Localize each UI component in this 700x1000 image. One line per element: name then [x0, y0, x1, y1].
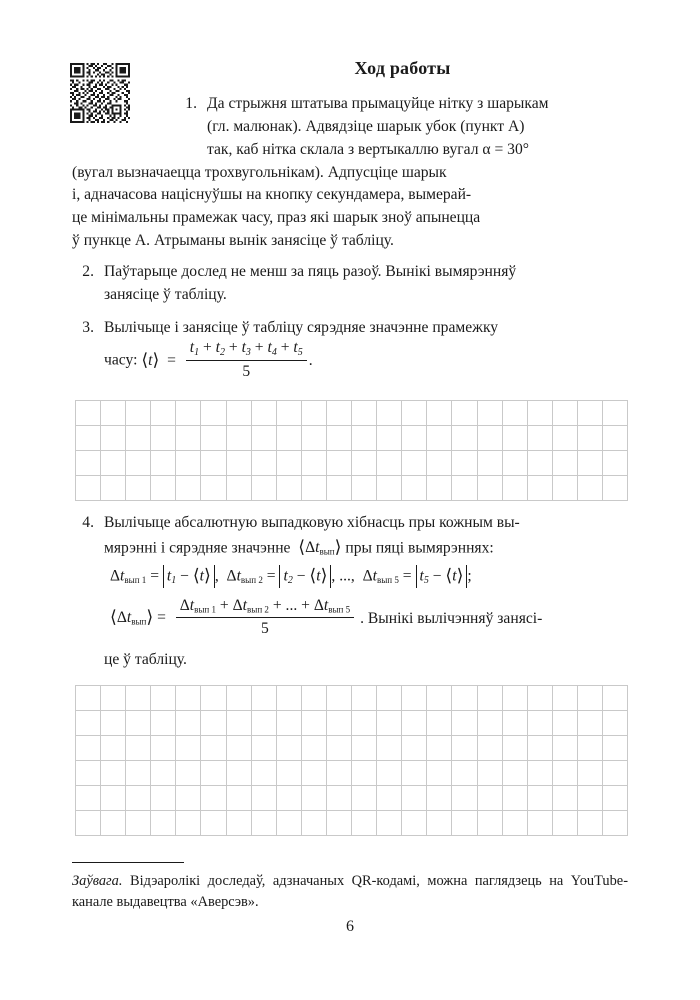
table-cell[interactable] [377, 811, 402, 836]
table-cell[interactable] [151, 811, 176, 836]
table-cell[interactable] [227, 761, 252, 786]
step-line-trail: пры пяці вымярэннях: [345, 539, 494, 557]
table-cell[interactable] [302, 401, 327, 426]
table-cell[interactable] [478, 476, 503, 501]
step-text [104, 261, 630, 307]
table-cell[interactable] [302, 426, 327, 451]
table-cell[interactable] [76, 451, 101, 476]
table-cell[interactable] [201, 761, 226, 786]
table-cell[interactable] [528, 811, 553, 836]
table-cell[interactable] [101, 476, 126, 501]
table-cell[interactable] [201, 451, 226, 476]
table-cell[interactable] [76, 761, 101, 786]
table-cell[interactable] [478, 401, 503, 426]
table-cell[interactable] [352, 451, 377, 476]
table-cell[interactable] [252, 451, 277, 476]
table-cell[interactable] [101, 811, 126, 836]
table-cell[interactable] [352, 711, 377, 736]
procedure-list [72, 93, 630, 386]
table-cell[interactable] [201, 426, 226, 451]
step-line: Вылічыце і занясіце ў табліцу сярэдняе значэнне прамежку [104, 318, 499, 336]
table-cell[interactable] [227, 451, 252, 476]
step-text [104, 512, 630, 672]
table-row [76, 401, 628, 426]
table-cell[interactable] [101, 736, 126, 761]
table-cell[interactable] [277, 401, 302, 426]
table-cell[interactable] [352, 736, 377, 761]
footnote-separator [72, 862, 184, 863]
table-cell[interactable] [478, 711, 503, 736]
table-cell[interactable] [176, 686, 201, 711]
table-cell[interactable] [252, 711, 277, 736]
step-number: 4. [82, 514, 94, 531]
step-tail-text-2: це ў табліцу. [104, 651, 187, 669]
table-cell[interactable] [176, 786, 201, 811]
table-cell[interactable] [553, 686, 578, 711]
table-cell[interactable] [151, 426, 176, 451]
table-cell[interactable] [227, 736, 252, 761]
table-cell[interactable] [553, 476, 578, 501]
table-cell[interactable] [151, 711, 176, 736]
table-cell[interactable] [402, 786, 427, 811]
footnote-label: Заўвага. [72, 873, 123, 889]
table-cell[interactable] [76, 401, 101, 426]
table-cell[interactable] [302, 786, 327, 811]
step-text-indented [207, 93, 630, 162]
table-cell[interactable] [151, 476, 176, 501]
table-cell[interactable] [478, 761, 503, 786]
table-cell[interactable] [126, 401, 151, 426]
step-line-lead: мярэнні і сярэдняе значэнне [104, 539, 295, 557]
table-cell[interactable] [478, 426, 503, 451]
table-cell[interactable] [528, 686, 553, 711]
table-row [76, 711, 628, 736]
table-cell[interactable] [603, 761, 628, 786]
table-cell[interactable] [277, 736, 302, 761]
table-cell[interactable] [478, 686, 503, 711]
table-cell[interactable] [427, 451, 452, 476]
table-cell[interactable] [452, 711, 477, 736]
table-cell[interactable] [302, 811, 327, 836]
table-cell[interactable] [101, 786, 126, 811]
table-cell[interactable] [352, 401, 377, 426]
table-cell[interactable] [427, 686, 452, 711]
table-cell[interactable] [252, 401, 277, 426]
table-cell[interactable] [503, 711, 528, 736]
fraction-denominator: 5 [261, 619, 269, 637]
table-cell[interactable] [478, 786, 503, 811]
table-cell[interactable] [126, 476, 151, 501]
table-cell[interactable] [126, 686, 151, 711]
table-cell[interactable] [503, 761, 528, 786]
list-item-step-3 [72, 317, 630, 384]
table-cell[interactable] [603, 736, 628, 761]
table-cell[interactable] [101, 711, 126, 736]
table-cell[interactable] [151, 451, 176, 476]
period: . [308, 351, 313, 369]
table-cell[interactable] [201, 686, 226, 711]
table-row [76, 476, 628, 501]
table-cell[interactable] [603, 711, 628, 736]
table-cell[interactable] [277, 711, 302, 736]
step-line: Паўтарыце дослед не менш за пяць разоў. Вынікі вымярэнняў [104, 262, 517, 280]
table-cell[interactable] [302, 761, 327, 786]
table-cell[interactable] [176, 761, 201, 786]
step-line-with-formula [104, 339, 630, 383]
table-cell[interactable] [176, 401, 201, 426]
table-cell[interactable] [427, 786, 452, 811]
table-cell[interactable] [227, 426, 252, 451]
table-cell[interactable] [151, 761, 176, 786]
table-cell[interactable] [427, 811, 452, 836]
table-cell[interactable] [553, 736, 578, 761]
table-cell[interactable] [528, 736, 553, 761]
table-cell[interactable] [377, 401, 402, 426]
fraction-numerator: $t_1 + t_2 + t_3 + t_4 + t_5$ [186, 338, 307, 361]
table-cell[interactable] [302, 711, 327, 736]
table-cell[interactable] [478, 451, 503, 476]
table-cell[interactable] [553, 711, 578, 736]
list-item-step-2 [72, 261, 630, 307]
table-cell[interactable] [503, 736, 528, 761]
fraction [186, 338, 307, 382]
table-cell[interactable] [402, 476, 427, 501]
step-line: це мінімальны прамежак часу, праз які шарык зноў апынецца [72, 209, 481, 227]
table-cell[interactable] [528, 401, 553, 426]
table-cell[interactable] [327, 451, 352, 476]
fraction-numerator: Δtвып 1 + Δtвып 2 + ... + Δtвып 5 [176, 596, 354, 618]
page-number: 6 [346, 918, 354, 935]
table-cell[interactable] [377, 786, 402, 811]
table-cell[interactable] [377, 761, 402, 786]
mean-error-formula: ⟨Δtвып⟩ = $\frac{\text{Δtвып 1 + Δtвып 2 + ... + Δtвып 5}}{5}$ [110, 609, 360, 626]
table-cell[interactable] [151, 786, 176, 811]
table-cell[interactable] [503, 426, 528, 451]
table-cell[interactable] [603, 786, 628, 811]
table-cell[interactable] [503, 686, 528, 711]
table-cell[interactable] [201, 786, 226, 811]
table-cell[interactable] [528, 711, 553, 736]
table-cell[interactable] [578, 786, 603, 811]
table-cell[interactable] [201, 811, 226, 836]
table-cell[interactable] [126, 426, 151, 451]
table-cell[interactable] [578, 811, 603, 836]
table-cell[interactable] [176, 811, 201, 836]
table-cell[interactable] [76, 686, 101, 711]
table-cell[interactable] [327, 736, 352, 761]
table-cell[interactable] [377, 711, 402, 736]
table-cell[interactable] [76, 711, 101, 736]
step-number: 1. [185, 95, 197, 112]
table-cell[interactable] [302, 736, 327, 761]
table-cell[interactable] [427, 401, 452, 426]
step-line-lead: часу: [104, 351, 138, 369]
table-cell[interactable] [402, 761, 427, 786]
step-text [104, 317, 630, 384]
table-cell[interactable] [578, 426, 603, 451]
table-cell[interactable] [201, 711, 226, 736]
table-cell[interactable] [227, 711, 252, 736]
table-cell[interactable] [101, 451, 126, 476]
table-cell[interactable] [252, 476, 277, 501]
table-cell[interactable] [302, 686, 327, 711]
table-cell[interactable] [377, 426, 402, 451]
table-cell[interactable] [402, 711, 427, 736]
table-cell[interactable] [528, 426, 553, 451]
table-cell[interactable] [503, 811, 528, 836]
table-cell[interactable] [176, 736, 201, 761]
table-cell[interactable] [553, 761, 578, 786]
table-cell[interactable] [227, 786, 252, 811]
table-cell[interactable] [528, 451, 553, 476]
step-line: ў пункце A. Атрыманы вынік занясіце ў табліцу. [72, 232, 394, 250]
table-cell[interactable] [201, 736, 226, 761]
table-cell[interactable] [553, 786, 578, 811]
table-cell[interactable] [553, 426, 578, 451]
table-cell[interactable] [176, 451, 201, 476]
table-cell[interactable] [101, 426, 126, 451]
table-cell[interactable] [176, 476, 201, 501]
table-cell[interactable] [578, 736, 603, 761]
table-cell[interactable] [277, 761, 302, 786]
table-cell[interactable] [578, 401, 603, 426]
table-cell[interactable] [452, 451, 477, 476]
table-cell[interactable] [252, 426, 277, 451]
table-cell[interactable] [277, 811, 302, 836]
table-cell[interactable] [553, 811, 578, 836]
page-title: Ход работы [354, 58, 451, 78]
table-cell[interactable] [227, 476, 252, 501]
table-cell[interactable] [227, 686, 252, 711]
step-line: (вугал вызначаецца трохвугольнікам). Адпусціце шарык [72, 163, 447, 181]
table-cell[interactable] [402, 686, 427, 711]
table-cell[interactable] [151, 736, 176, 761]
mean-error-symbol: ⟨Δtвып⟩ [298, 536, 342, 557]
table-cell[interactable] [76, 811, 101, 836]
table-cell[interactable] [126, 736, 151, 761]
table-cell[interactable] [327, 711, 352, 736]
table-cell[interactable] [126, 811, 151, 836]
table-cell[interactable] [402, 426, 427, 451]
table-cell[interactable] [151, 401, 176, 426]
table-cell[interactable] [126, 761, 151, 786]
table-cell[interactable] [76, 736, 101, 761]
table-cell[interactable] [427, 426, 452, 451]
table-cell[interactable] [603, 476, 628, 501]
table-cell[interactable] [452, 786, 477, 811]
table-cell[interactable] [427, 476, 452, 501]
table-row [76, 761, 628, 786]
table-cell[interactable] [277, 786, 302, 811]
table-cell[interactable] [478, 811, 503, 836]
table-cell[interactable] [578, 761, 603, 786]
table-cell[interactable] [503, 786, 528, 811]
angle-bracket-close: ⟩ [152, 349, 160, 370]
step-line: занясіце ў табліцу. [104, 285, 227, 303]
table-cell[interactable] [402, 451, 427, 476]
footnote [72, 871, 628, 913]
table-cell[interactable] [327, 811, 352, 836]
table-cell[interactable] [452, 811, 477, 836]
table-cell[interactable] [176, 426, 201, 451]
table-cell[interactable] [603, 811, 628, 836]
table-cell[interactable] [252, 736, 277, 761]
table-cell[interactable] [352, 686, 377, 711]
table-row [76, 426, 628, 451]
step-number: 2. [82, 262, 94, 280]
table-cell[interactable] [101, 401, 126, 426]
table-cell[interactable] [452, 426, 477, 451]
step-text-full-width [72, 162, 630, 253]
table-cell[interactable] [201, 401, 226, 426]
table-cell[interactable] [252, 811, 277, 836]
fraction [176, 596, 354, 638]
table-cell[interactable] [452, 736, 477, 761]
list-item-step-4 [72, 512, 630, 672]
math-var-t: t [148, 351, 153, 369]
table-cell[interactable] [252, 686, 277, 711]
table-cell[interactable] [452, 476, 477, 501]
mean-error-formula-line [110, 598, 630, 640]
measurement-table-1[interactable] [75, 400, 628, 501]
table-cell[interactable] [327, 426, 352, 451]
table-cell[interactable] [402, 401, 427, 426]
table-cell[interactable] [578, 711, 603, 736]
table-cell[interactable] [553, 451, 578, 476]
absolute-error-formula: Δtвып $1 = t_1$ − ⟨t⟩ , Δtвып $2 = t_2$ − ⟨t⟩ , ..., Δtвып $5 = t_5$ − ⟨t⟩ ; [110, 565, 472, 587]
table-cell[interactable] [126, 451, 151, 476]
table-cell[interactable] [578, 451, 603, 476]
table-cell[interactable] [578, 476, 603, 501]
table-cell[interactable] [503, 451, 528, 476]
table-cell[interactable] [528, 786, 553, 811]
table-cell[interactable] [302, 451, 327, 476]
step-line: Да стрыжня штатыва прымацуйце нітку з шарыкам [207, 95, 549, 112]
table-cell[interactable] [277, 426, 302, 451]
table-cell[interactable] [227, 401, 252, 426]
table-cell[interactable] [352, 426, 377, 451]
step-line: (гл. малюнак). Адвядзіце шарык убок (пункт A) [207, 117, 525, 135]
equals-sign: = [163, 351, 180, 369]
table-cell[interactable] [327, 401, 352, 426]
table-cell[interactable] [151, 686, 176, 711]
table-cell[interactable] [352, 476, 377, 501]
table-cell[interactable] [603, 426, 628, 451]
table-cell[interactable] [227, 811, 252, 836]
table-cell[interactable] [603, 686, 628, 711]
table-row [76, 686, 628, 711]
table-cell[interactable] [553, 401, 578, 426]
step-line: так, каб нітка склала з вертыкаллю вугал α = 30° [207, 140, 529, 158]
table-cell[interactable] [427, 761, 452, 786]
table-cell[interactable] [377, 476, 402, 501]
table-cell[interactable] [277, 451, 302, 476]
table-cell[interactable] [427, 711, 452, 736]
table-cell[interactable] [101, 686, 126, 711]
table-cell[interactable] [277, 686, 302, 711]
step-line: Вылічыце абсалютную выпадковую хібнасць пры кожным вы- [104, 514, 520, 531]
table-cell[interactable] [327, 686, 352, 711]
table-cell[interactable] [427, 736, 452, 761]
step-tail-text: . Вынікі вылічэнняў занясі- [360, 609, 543, 627]
procedure-list-continued [72, 512, 630, 675]
table-cell[interactable] [528, 761, 553, 786]
table-cell[interactable] [402, 736, 427, 761]
angle-bracket-open: ⟨ [141, 349, 149, 370]
list-item-step-1 [72, 93, 630, 253]
table-cell[interactable] [277, 476, 302, 501]
footnote-text: Відэаролікі доследаў, адзначаных QR-кодамі, можна паглядзець на YouTube-канале выдавецтва «Аверсэв». [72, 873, 628, 911]
table-cell[interactable] [352, 811, 377, 836]
step-number: 3. [82, 318, 94, 336]
table-cell[interactable] [176, 711, 201, 736]
table-cell[interactable] [252, 761, 277, 786]
table-cell[interactable] [452, 401, 477, 426]
fraction-denominator: 5 [242, 362, 251, 380]
table-cell[interactable] [327, 786, 352, 811]
table-cell[interactable] [377, 736, 402, 761]
table-cell[interactable] [352, 786, 377, 811]
table-row [76, 736, 628, 761]
table-cell[interactable] [327, 761, 352, 786]
table-cell[interactable] [252, 786, 277, 811]
table-cell[interactable] [201, 476, 226, 501]
table-cell[interactable] [76, 786, 101, 811]
step-line-with-symbol [104, 535, 630, 561]
table-cell[interactable] [528, 476, 553, 501]
table-cell[interactable] [402, 811, 427, 836]
table-cell[interactable] [377, 686, 402, 711]
table-row [76, 811, 628, 836]
table-cell[interactable] [327, 476, 352, 501]
table-cell[interactable] [101, 761, 126, 786]
mean-time-formula [141, 338, 313, 380]
table-cell[interactable] [578, 686, 603, 711]
table-cell[interactable] [377, 451, 402, 476]
step-line: і, адначасова націснуўшы на кнопку секундамера, вымерай- [72, 186, 472, 204]
table-cell[interactable] [503, 476, 528, 501]
table-cell[interactable] [603, 451, 628, 476]
table-row [76, 451, 628, 476]
table-cell[interactable] [603, 401, 628, 426]
table-cell[interactable] [452, 686, 477, 711]
table-cell[interactable] [302, 476, 327, 501]
measurement-table-2[interactable] [75, 685, 628, 836]
table-cell[interactable] [126, 711, 151, 736]
table-cell[interactable] [76, 476, 101, 501]
table-row [76, 786, 628, 811]
table-cell[interactable] [478, 736, 503, 761]
table-cell[interactable] [452, 761, 477, 786]
table-cell[interactable] [76, 426, 101, 451]
table-cell[interactable] [126, 786, 151, 811]
table-cell[interactable] [352, 761, 377, 786]
table-cell[interactable] [503, 401, 528, 426]
